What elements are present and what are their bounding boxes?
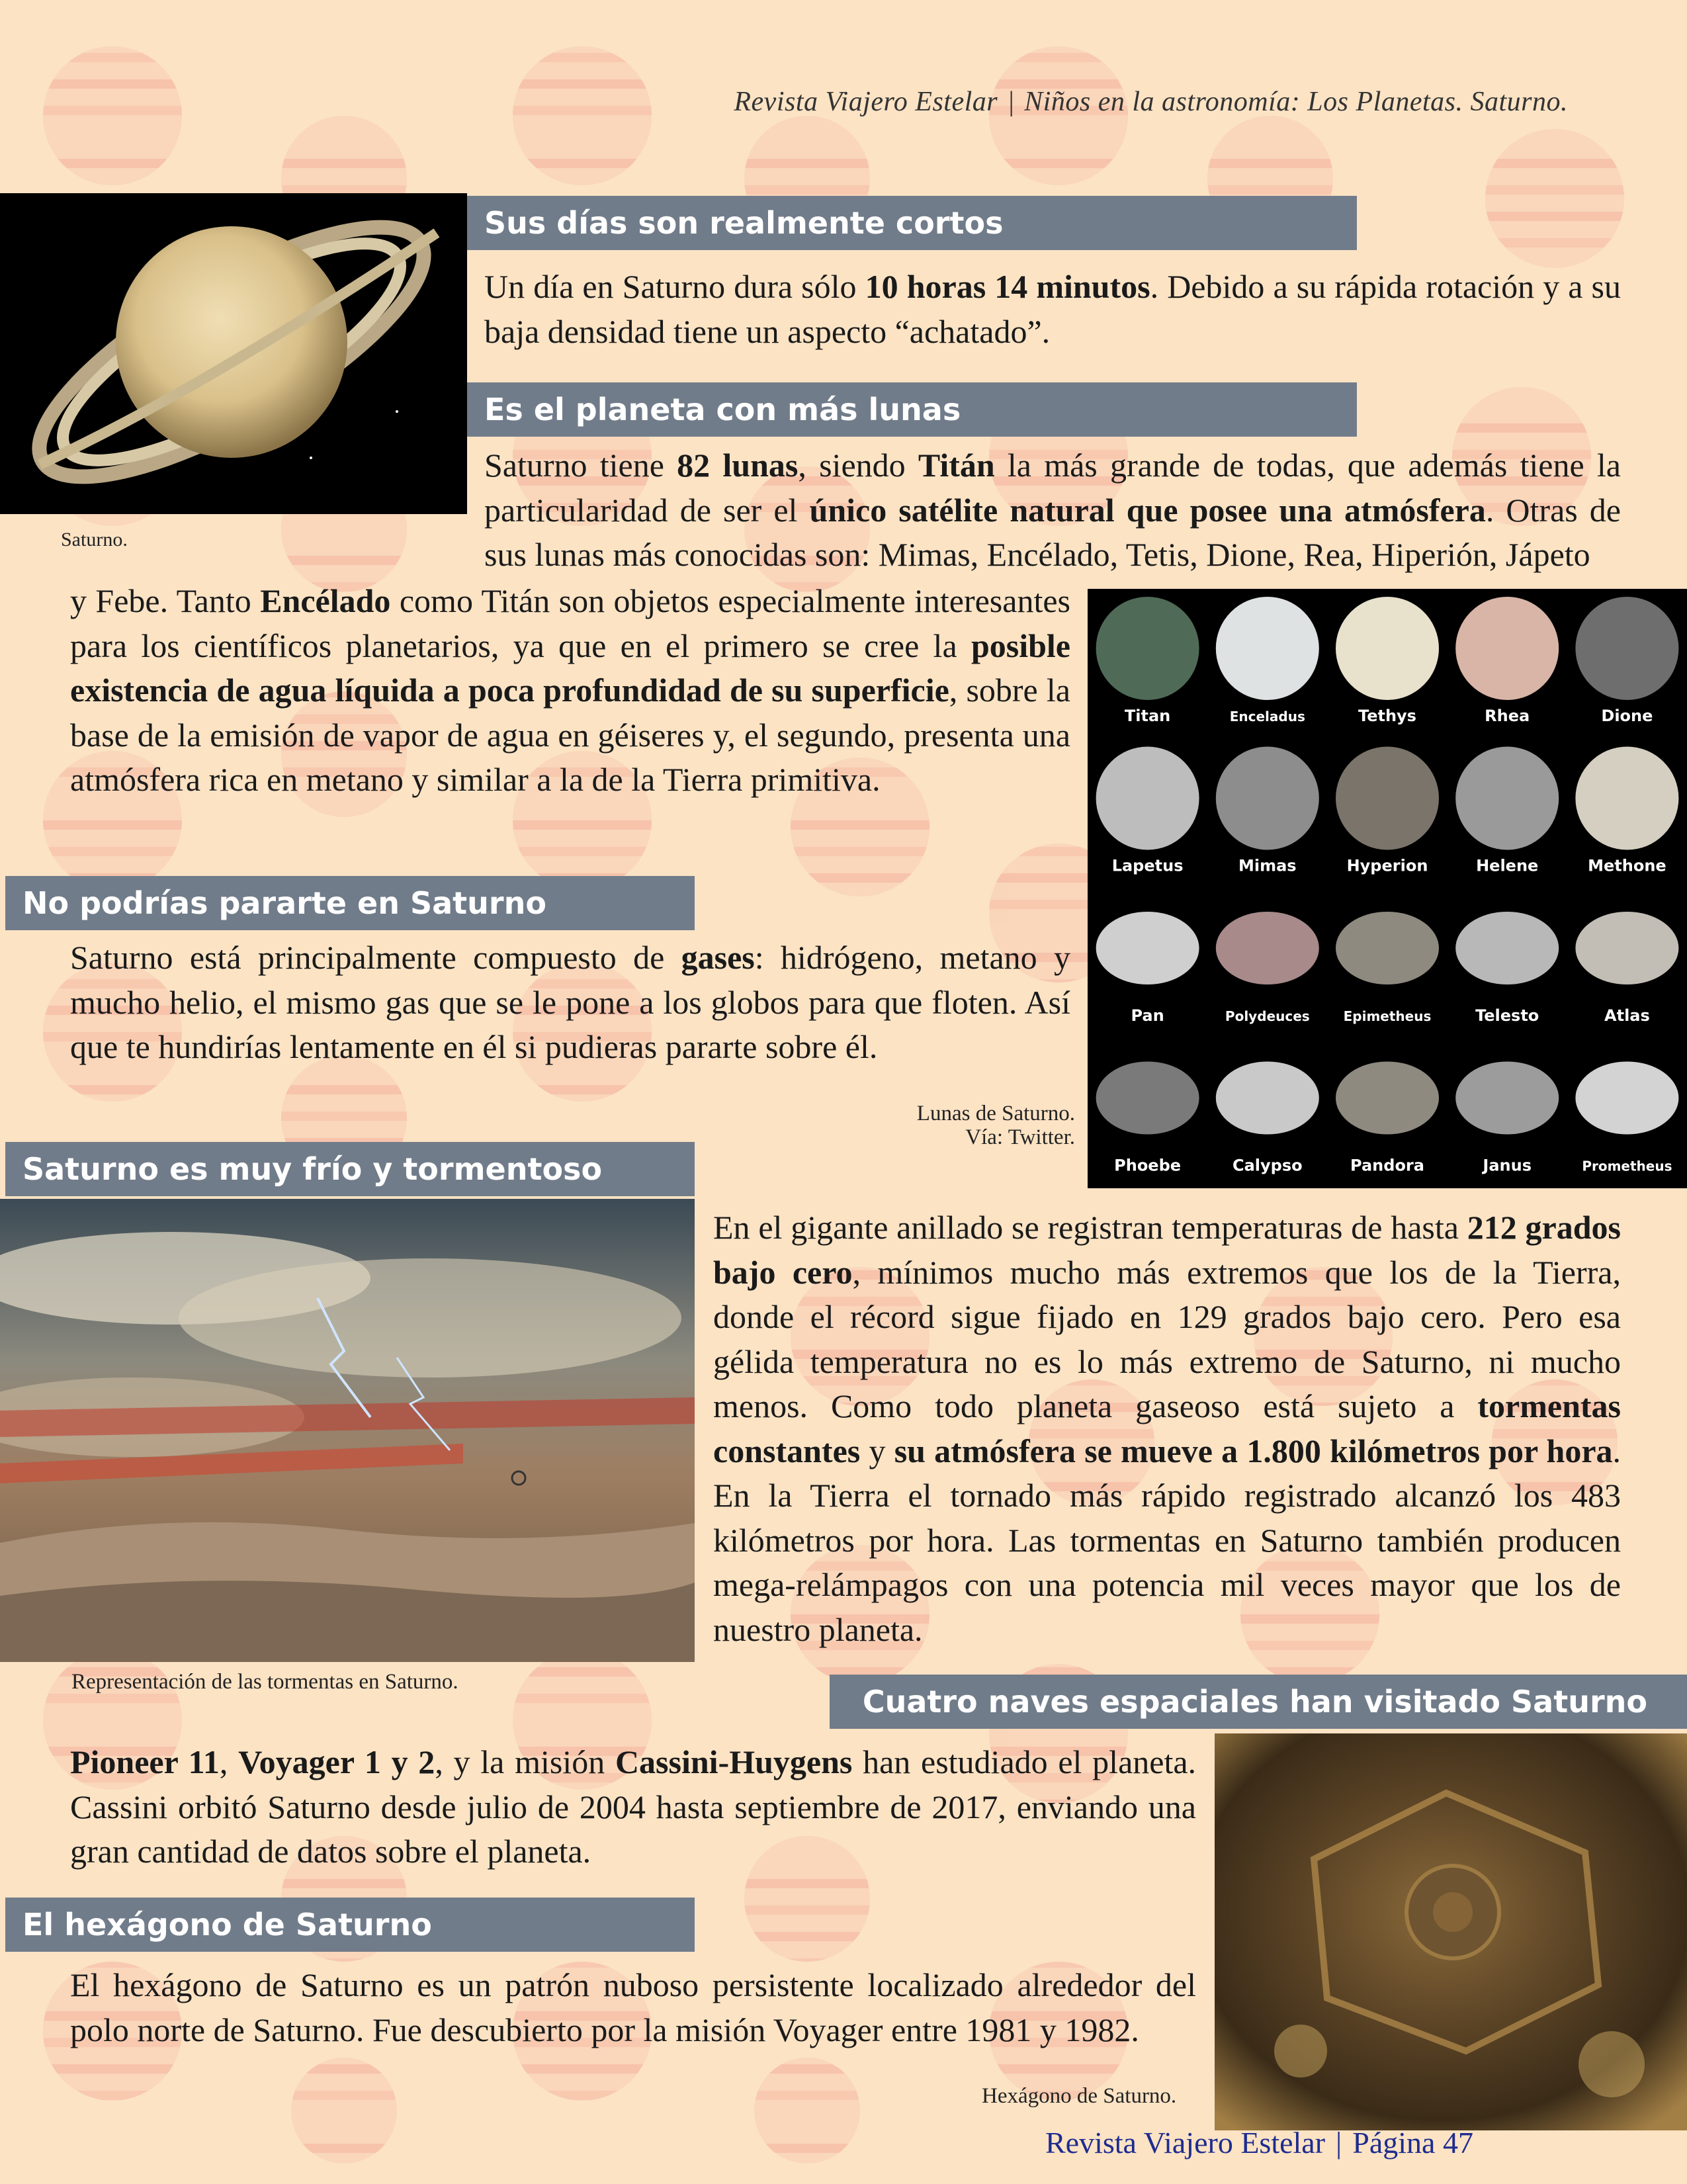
moon-methone	[1575, 747, 1678, 850]
moon-label: Epimetheus	[1343, 1008, 1432, 1024]
heading-cold: Saturno es muy frío y tormentoso	[5, 1142, 695, 1196]
moon-lapetus	[1096, 747, 1199, 850]
heading-hexagon: El hexágono de Saturno	[5, 1898, 695, 1952]
saturn-caption: Saturno.	[61, 529, 128, 550]
moon-label: Phoebe	[1114, 1156, 1182, 1175]
footer-separator: |	[1336, 2126, 1342, 2160]
header-magazine: Revista Viajero Estelar	[734, 87, 998, 117]
moon-tethys	[1336, 597, 1439, 700]
moon-label: Helene	[1476, 856, 1539, 875]
moon-label: Methone	[1588, 856, 1666, 875]
moon-label: Telesto	[1475, 1006, 1539, 1025]
moon-label: Janus	[1483, 1156, 1532, 1175]
paragraph-moons-top: Saturno tiene 82 lunas, siendo Titán la más grande de todas, que además tiene la particularidad de ser el único satélite natural que posee una atmósfera. Otras de sus lunas más conocidas son: Mimas, Encélado, Tetis, Dione, Rea, Hiperión, Jápeto	[484, 447, 1621, 573]
moon-calypso	[1216, 1062, 1319, 1135]
moon-telesto	[1455, 912, 1559, 984]
paragraph-stand: Saturno está principalmente compuesto de gases: hidrógeno, metano y mucho helio, el mismo gas que se le pone a los globos para que floten. Así que te hundirías lentamente en él si pudieras pararte sobre él.	[70, 939, 1070, 1065]
hexagon-image	[1215, 1733, 1687, 2130]
paragraph-moons-bottom: y Febe. Tanto Encélado como Titán son objetos especialmente interesantes para los científicos planetarios, ya que en el primero se cree la posible existencia de agua líquida a poca profundidad de su superficie, sobre la base de la emisión de vapor de agua en géiseres y, el segundo, presenta una atmósfera rica en metano y similar a la de la Tierra primitiva.	[70, 582, 1070, 798]
heading-moons: Es el planeta con más lunas	[467, 382, 1357, 437]
heading-stand: No podrías pararte en Saturno	[5, 876, 695, 930]
moon-pandora	[1336, 1062, 1439, 1135]
paragraph-days: Un día en Saturno dura sólo 10 horas 14 minutos. Debido a su rápida rotación y a su baja densidad tiene un aspecto “achatado”.	[484, 268, 1622, 350]
moon-titan	[1096, 597, 1199, 700]
footer-page-number: Página 47	[1352, 2126, 1473, 2160]
paragraph-probes: Pioneer 11, Voyager 1 y 2, y la misión Cassini-Huygens han estudiado el planeta. Cassini orbitó Saturno desde julio de 2004 hasta septiembre de 2017, enviando una gran cantidad de datos sobre el planeta.	[70, 1743, 1197, 1870]
moon-label: Rhea	[1485, 707, 1530, 725]
moon-label: Pan	[1131, 1006, 1164, 1025]
moon-label: Atlas	[1604, 1006, 1650, 1025]
saturn-image	[0, 193, 467, 514]
page-header	[675, 86, 1568, 118]
header-section: Niños en la astronomía: Los Planetas. Saturno.	[1024, 87, 1568, 117]
heading-probes: Cuatro naves espaciales han visitado Saturno	[830, 1675, 1687, 1729]
moon-label: Titan	[1124, 707, 1171, 725]
moon-polydeuces	[1216, 912, 1319, 984]
moon-label: Enceladus	[1229, 709, 1305, 724]
moon-epimetheus	[1336, 912, 1439, 984]
footer-magazine: Revista Viajero Estelar	[1045, 2126, 1326, 2160]
moon-label: Polydeuces	[1225, 1008, 1310, 1024]
moon-label: Mimas	[1238, 856, 1297, 875]
moon-label: Prometheus	[1582, 1158, 1672, 1174]
page-footer	[1045, 2125, 1473, 2160]
header-separator: |	[1007, 87, 1016, 117]
moon-label: Calypso	[1232, 1156, 1303, 1175]
moon-dione	[1575, 597, 1678, 700]
storm-caption: Representación de las tormentas en Saturno.	[71, 1670, 458, 1694]
moon-label: Dione	[1601, 707, 1653, 725]
moon-atlas	[1575, 912, 1678, 984]
storm-image	[0, 1199, 695, 1662]
moon-janus	[1455, 1062, 1559, 1135]
moon-enceladus	[1216, 597, 1319, 700]
moons-image	[1088, 589, 1687, 1188]
moon-rhea	[1455, 597, 1559, 700]
hexagon-caption: Hexágono de Saturno.	[982, 2084, 1177, 2108]
heading-days: Sus días son realmente cortos	[467, 196, 1357, 250]
moon-hyperion	[1336, 747, 1439, 850]
paragraph-hexagon: El hexágono de Saturno es un patrón nuboso persistente localizado alrededor del polo norte de Saturno. Fue descubierto por la misión Voyager entre 1981 y 1982.	[70, 1966, 1196, 2048]
moon-helene	[1455, 747, 1559, 850]
moon-mimas	[1216, 747, 1319, 850]
moon-pan	[1096, 912, 1199, 984]
moon-label: Lapetus	[1111, 856, 1184, 875]
paragraph-cold: En el gigante anillado se registran temperaturas de hasta 212 grados bajo cero, mínimos mucho más extremos que los de la Tierra, donde el récord sigue fijado en 129 grados bajo cero. Pero esa gélida temperatura no es lo más extremo de Saturno, ni mucho menos. Como todo planeta gaseoso está sujeto a tormentas constantes y su atmósfera se mueve a 1.800 kilómetros por hora. En la Tierra el tornado más rápido registrado alcanzó los 483 kilómetros por hora. Las tormentas en Saturno también producen mega-relámpagos con una potencia mil veces mayor que los de nuestro planeta.	[713, 1209, 1622, 1648]
moon-prometheus	[1575, 1062, 1678, 1135]
moon-label: Hyperion	[1346, 856, 1428, 875]
moon-label: Pandora	[1350, 1156, 1424, 1175]
moons-caption: Lunas de Saturno. Vía: Twitter.	[916, 1102, 1075, 1149]
moon-label: Tethys	[1358, 707, 1416, 725]
moon-phoebe	[1096, 1062, 1199, 1135]
